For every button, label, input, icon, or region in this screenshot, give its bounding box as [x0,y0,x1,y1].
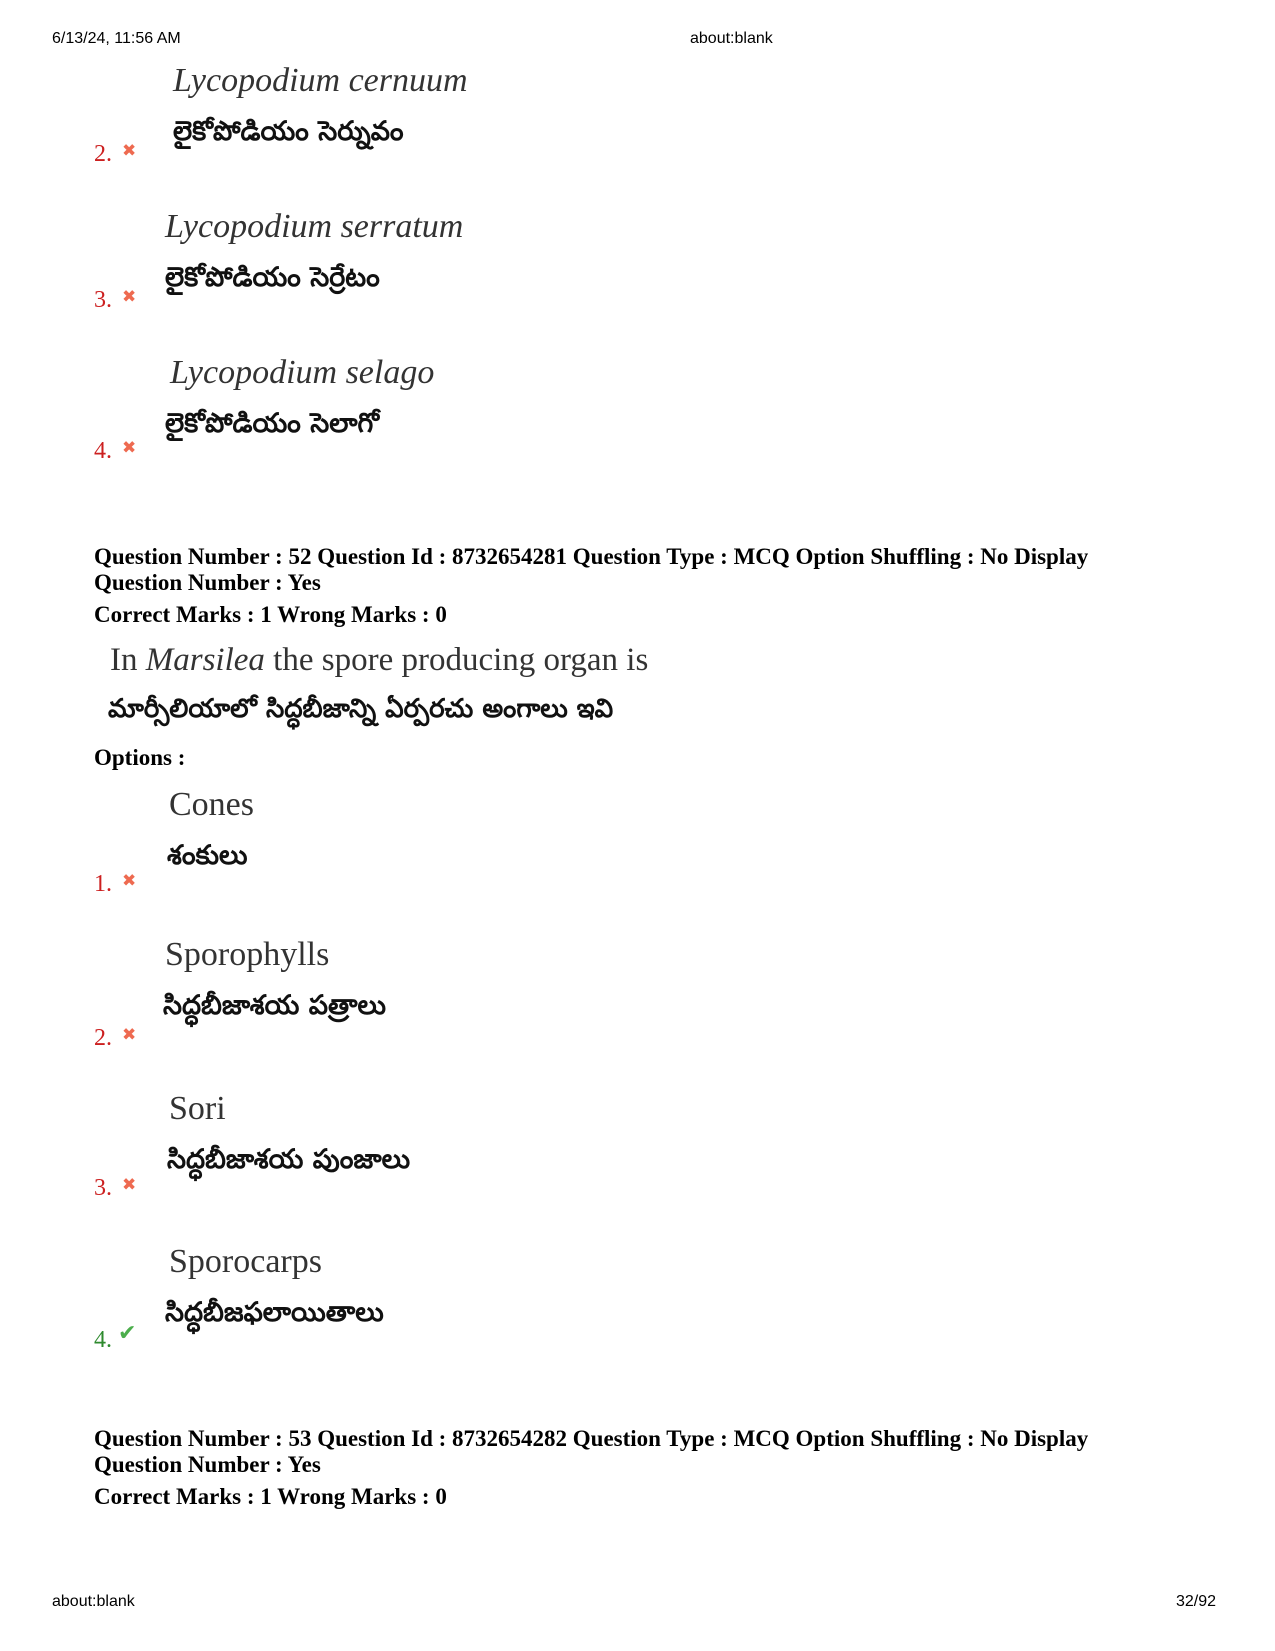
question-text-suffix: the spore producing organ is [264,642,649,678]
option-english-text: Lycopodium selago [170,354,435,391]
option-telugu-text: సిద్ధబీజఫలాయితాలు [165,1297,384,1328]
option-telugu-text: సిద్ధబీజాశయ పుంజాలు [167,1144,411,1175]
options-label: Options : [94,745,186,770]
wrong-answer-icon: ✖ [122,438,137,458]
option-number: 4. [94,438,112,464]
page-number: 32/92 [1176,1593,1217,1610]
wrong-answer-icon: ✖ [122,287,137,307]
option-english-text: Lycopodium serratum [165,208,464,245]
option-number: 2. [94,141,112,167]
option-english-text: Cones [169,786,254,823]
question-marks: Correct Marks : 1 Wrong Marks : 0 [94,1484,447,1509]
question-text-telugu: మార్సీలియాలో సిద్ధబీజాన్ని ఏర్పరచు అంగాలు ఇవి [108,694,614,724]
option-telugu-text: లైకోపోడియం సెర్రేటం [165,262,380,293]
option-number: 3. [94,287,112,313]
option-telugu-text: లైకోపోడియం సెర్నువం [173,116,404,147]
option-number: 2. [94,1025,112,1051]
print-url-footer: about:blank [52,1593,135,1610]
question-meta-line2: Question Number : Yes [94,570,321,595]
question-text-english [110,642,648,679]
option-telugu-text: శంకులు [167,840,248,871]
wrong-answer-icon: ✖ [122,141,137,161]
correct-answer-icon: ✔ [118,1321,137,1346]
option-english-text: Sori [169,1090,226,1127]
option-number: 4. [94,1327,112,1353]
option-english-text: Lycopodium cernuum [173,62,468,99]
option-english-text: Sporophylls [165,936,330,973]
option-telugu-text: లైకోపోడియం సెలాగో [165,408,379,439]
print-url-header: about:blank [690,30,773,47]
wrong-answer-icon: ✖ [122,1175,137,1195]
question-meta-line1: Question Number : 53 Question Id : 8732654282 Question Type : MCQ Option Shuffling : No Display [94,1426,1089,1451]
option-english-text: Sporocarps [169,1243,322,1280]
wrong-answer-icon: ✖ [122,1025,137,1045]
wrong-answer-icon: ✖ [122,871,137,891]
print-datetime: 6/13/24, 11:56 AM [52,30,181,47]
option-number: 1. [94,871,112,897]
option-number: 3. [94,1175,112,1201]
question-marks: Correct Marks : 1 Wrong Marks : 0 [94,602,447,627]
question-text-prefix: In [110,642,146,678]
question-meta-line1: Question Number : 52 Question Id : 8732654281 Question Type : MCQ Option Shuffling : No Display [94,544,1089,569]
question-meta-line2: Question Number : Yes [94,1452,321,1477]
question-text-italic: Marsilea [145,642,265,678]
option-telugu-text: సిద్ధబీజాశయ పత్రాలు [163,990,386,1021]
